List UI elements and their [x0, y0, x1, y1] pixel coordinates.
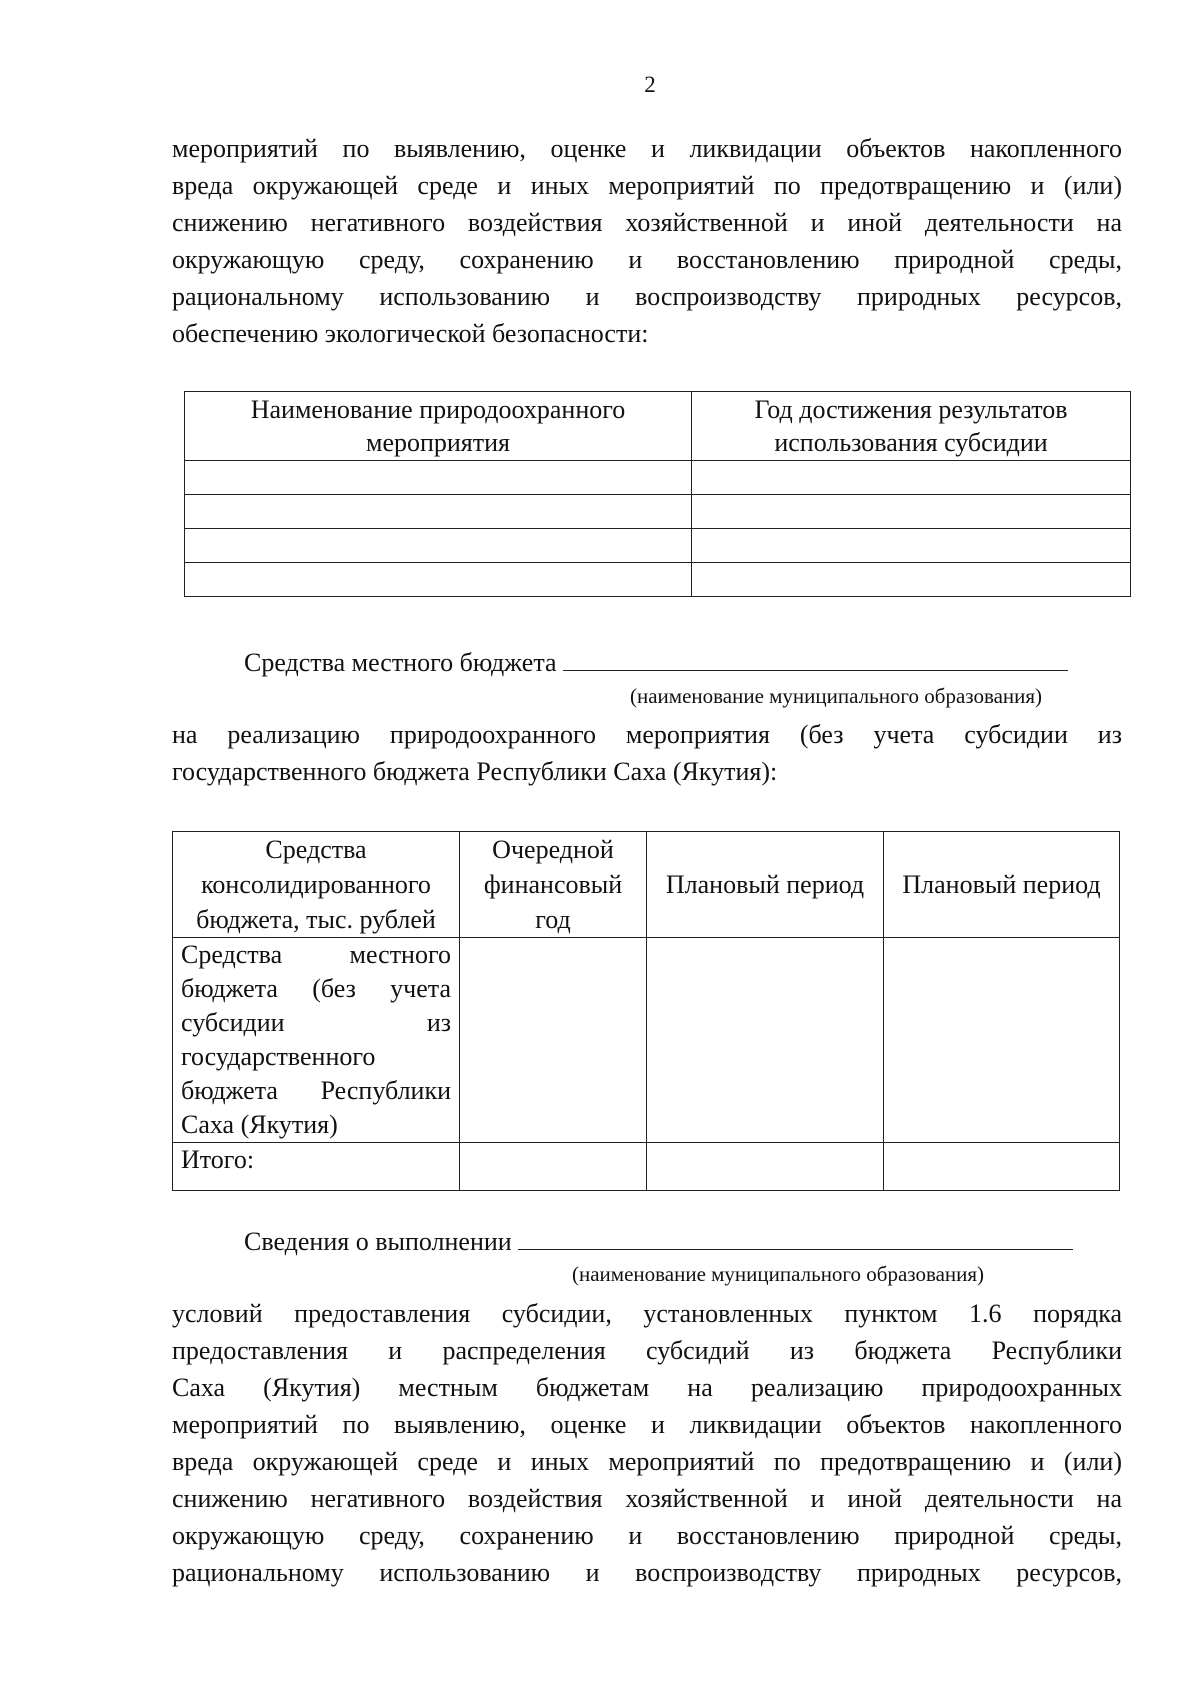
table-cell[interactable] — [185, 461, 692, 495]
text-line: государственного бюджета Республики Саха (Якутия): — [172, 757, 778, 786]
table-cell[interactable] — [884, 1143, 1120, 1191]
header-result-year: Год достижения результатов использования субсидии — [692, 392, 1131, 461]
text-line: предоставления и распределения субсидий из бюджета Республики — [172, 1336, 1122, 1365]
page-number: 2 — [644, 72, 656, 97]
header-consolidated-budget: Средства консолидированного бюджета, тыс. рублей — [173, 832, 460, 938]
text-line: мероприятий по выявлению, оценке и ликвидации объектов накопленного — [172, 134, 1122, 163]
measures-table — [184, 391, 1131, 597]
info-paragraph — [172, 1295, 1122, 1591]
municipality-name-field[interactable] — [563, 644, 1068, 671]
table-cell[interactable] — [692, 461, 1131, 495]
table-cell[interactable] — [185, 563, 692, 597]
budget-paragraph — [172, 716, 1122, 790]
text-line: окружающую среду, сохранению и восстановлению природной среды, — [172, 245, 1122, 274]
info-line — [244, 1223, 1073, 1257]
table-cell[interactable] — [185, 529, 692, 563]
text-line: условий предоставления субсидии, установленных пунктом 1.6 порядка — [172, 1299, 1122, 1328]
budget-caption: (наименование муниципального образования) — [630, 684, 1043, 708]
text-line: вреда окружающей среде и иных мероприятий по предотвращению и (или) — [172, 171, 1122, 200]
text-line: окружающую среду, сохранению и восстановлению природной среды, — [172, 1521, 1122, 1550]
cell-line: Средства местного — [181, 940, 451, 969]
cell-line: государственного — [181, 1042, 376, 1071]
text-line: рациональному использованию и воспроизводству природных ресурсов, — [172, 282, 1122, 311]
text-line: на реализацию природоохранного мероприятия (без учета субсидии из — [172, 720, 1122, 749]
budget-line — [244, 644, 1068, 678]
header-planned-period-1: Плановый период — [647, 832, 884, 938]
table-header-row — [173, 832, 1120, 938]
budget-label: Средства местного бюджета — [244, 648, 557, 677]
table-cell[interactable] — [692, 529, 1131, 563]
budget-table — [172, 831, 1120, 1191]
text-line: рациональному использованию и воспроизводству природных ресурсов, — [172, 1558, 1122, 1587]
table-header-row — [185, 392, 1131, 461]
text-line: обеспечению экологической безопасности: — [172, 319, 649, 348]
cell-line: бюджета (без учета — [181, 974, 451, 1003]
table-cell[interactable] — [647, 1143, 884, 1191]
text-line: вреда окружающей среде и иных мероприятий по предотвращению и (или) — [172, 1447, 1122, 1476]
table-row — [185, 495, 1131, 529]
text-line: мероприятий по выявлению, оценке и ликвидации объектов накопленного — [172, 1410, 1122, 1439]
table-cell[interactable] — [692, 495, 1131, 529]
intro-paragraph — [172, 130, 1122, 352]
header-next-year: Очередной финансовый год — [460, 832, 647, 938]
table-row — [173, 938, 1120, 1143]
table-cell[interactable] — [647, 938, 884, 1143]
text-line: Саха (Якутия) местным бюджетам на реализацию природоохранных — [172, 1373, 1122, 1402]
info-label: Сведения о выполнении — [244, 1227, 512, 1256]
text-line: снижению негативного воздействия хозяйственной и иной деятельности на — [172, 1484, 1122, 1513]
header-planned-period-2: Плановый период — [884, 832, 1120, 938]
table-cell[interactable] — [460, 938, 647, 1143]
table-row — [173, 1143, 1120, 1191]
row-local-budget-label — [173, 938, 460, 1143]
table-cell[interactable] — [185, 495, 692, 529]
table-cell[interactable] — [692, 563, 1131, 597]
text-line: снижению негативного воздействия хозяйственной и иной деятельности на — [172, 208, 1122, 237]
table-cell[interactable] — [460, 1143, 647, 1191]
table-row — [185, 529, 1131, 563]
cell-line: бюджета Республики — [181, 1076, 451, 1105]
municipality-name-field[interactable] — [518, 1223, 1073, 1250]
table-row — [185, 461, 1131, 495]
row-total-label: Итого: — [173, 1143, 460, 1191]
table-row — [185, 563, 1131, 597]
table-cell[interactable] — [884, 938, 1120, 1143]
info-caption: (наименование муниципального образования) — [572, 1262, 985, 1286]
header-measure-name: Наименование природоохранного мероприятия — [185, 392, 692, 461]
cell-line: субсидии из — [181, 1008, 451, 1037]
cell-line: Саха (Якутия) — [181, 1110, 338, 1139]
